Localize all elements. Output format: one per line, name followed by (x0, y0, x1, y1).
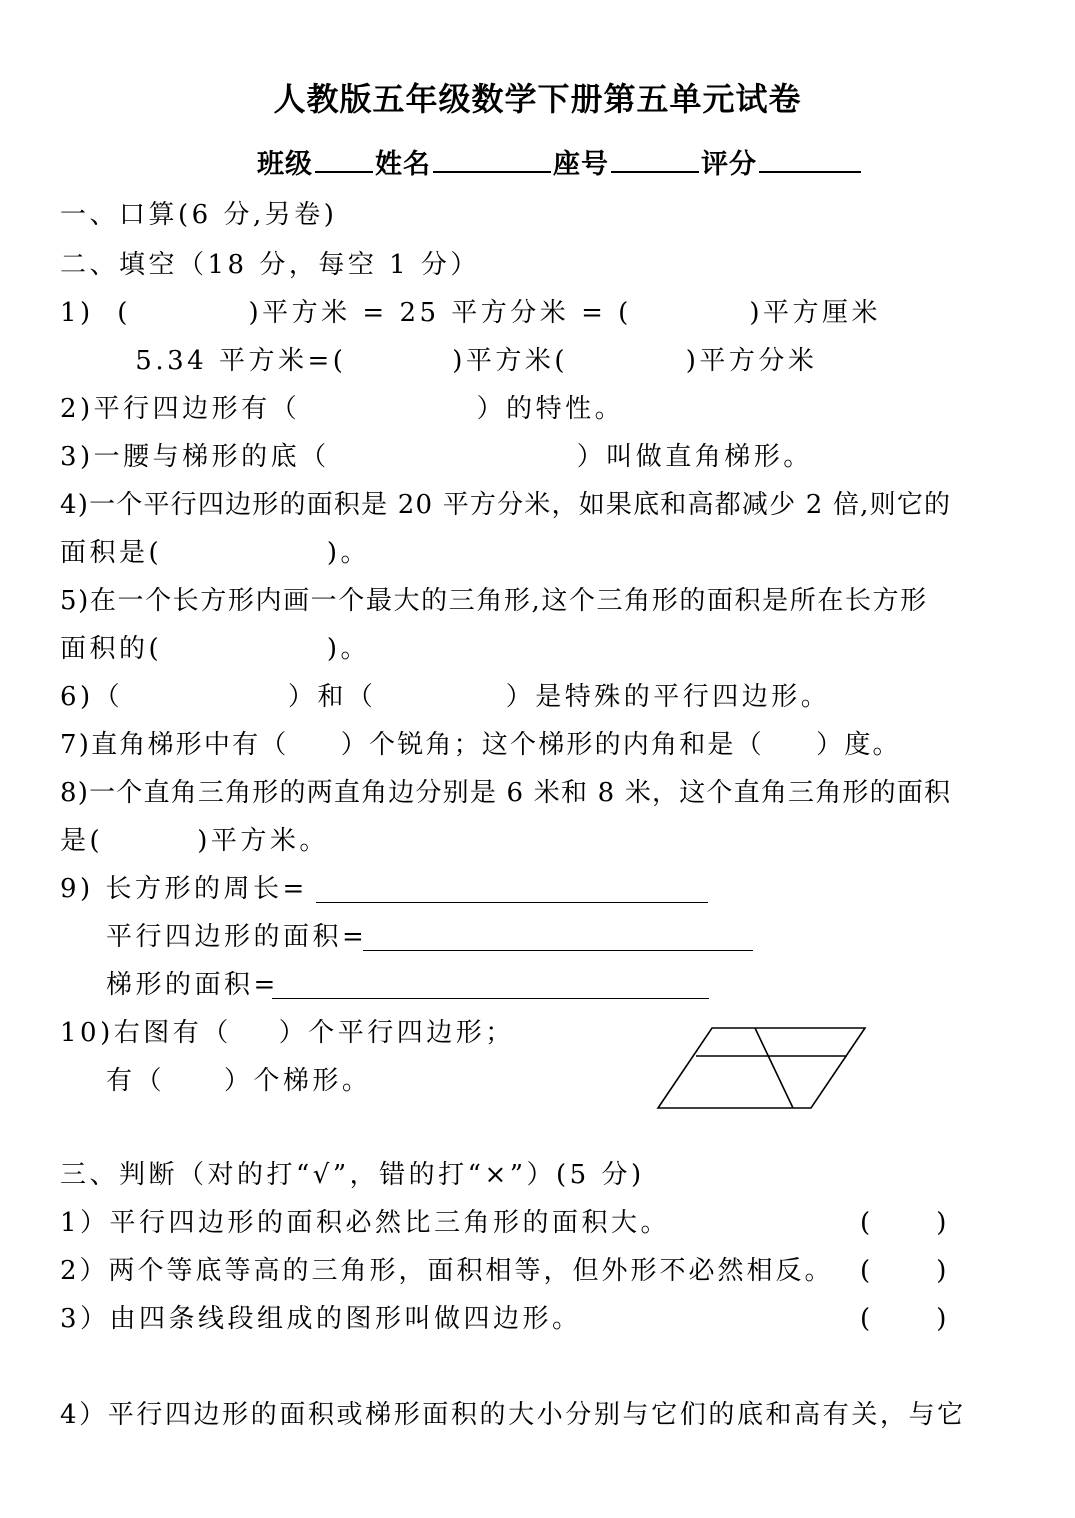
question-5a: 5)在一个长方形内画一个最大的三角形,这个三角形的面积是所在长方形 (60, 586, 928, 616)
answer-line-trapezoid[interactable] (272, 998, 709, 999)
section-oral-calc: 一、口算(6 分,另卷) (60, 200, 338, 230)
section-judge: 三、判断（对的打“√”，错的打“×”）(5 分) (60, 1160, 645, 1190)
name-blank[interactable] (433, 145, 551, 173)
question-8a: 8)一个直角三角形的两直角边分别是 6 米和 8 米，这个直角三角形的面积 (60, 778, 952, 808)
question-1a: 1) ( )平方米 = 25 平方分米 = ( )平方厘米 (60, 298, 882, 328)
question-5b: 面积的( )。 (60, 634, 370, 664)
judge-2: 2）两个等底等高的三角形，面积相等，但外形不必然相反。 (60, 1256, 834, 1286)
student-info-row (257, 142, 863, 181)
judge-4: 4）平行四边形的面积或梯形面积的大小分别与它们的底和高有关，与它 (60, 1400, 966, 1430)
section-fill-blank: 二、填空（18 分，每空 1 分） (60, 250, 480, 280)
question-3: 3)一腰与梯形的底（ ）叫做直角梯形。 (60, 442, 813, 472)
seat-blank[interactable] (611, 145, 699, 173)
question-4a: 4)一个平行四边形的面积是 20 平方分米，如果底和高都减少 2 倍,则它的 (60, 490, 952, 520)
class-blank[interactable] (315, 145, 373, 173)
question-10a: 10)右图有（ ）个平行四边形； (60, 1018, 515, 1048)
question-6: 6)（ ）和（ ）是特殊的平行四边形。 (60, 682, 831, 712)
question-7: 7)直角梯形中有（ ）个锐角；这个梯形的内角和是（ ）度。 (60, 730, 901, 760)
class-label: 班级 (257, 149, 313, 180)
question-4b: 面积是( )。 (60, 538, 370, 568)
judge-1: 1）平行四边形的面积必然比三角形的面积大。 (60, 1208, 671, 1238)
judge-3-bracket[interactable]: ( ) (860, 1304, 947, 1334)
question-9c: 梯形的面积= (106, 970, 279, 1000)
seat-label: 座号 (553, 149, 609, 180)
judge-3: 3）由四条线段组成的图形叫做四边形。 (60, 1304, 582, 1334)
page-title: 人教版五年级数学下册第五单元试卷 (273, 80, 802, 118)
parallelogram-figure (650, 1022, 875, 1116)
judge-1-bracket[interactable]: ( ) (860, 1208, 947, 1238)
question-8b: 是( )平方米。 (60, 826, 329, 856)
question-10b: 有（ ）个梯形。 (106, 1066, 372, 1096)
judge-2-bracket[interactable]: ( ) (860, 1256, 947, 1286)
name-label: 姓名 (375, 149, 431, 180)
question-2: 2)平行四边形有（ ）的特性。 (60, 394, 625, 424)
question-9b: 平行四边形的面积= (106, 922, 368, 952)
score-label: 评分 (701, 149, 757, 180)
answer-line-perimeter[interactable] (316, 902, 708, 903)
question-9a: 9) 长方形的周长= (60, 874, 308, 904)
question-1b: 5.34 平方米=( )平方米( )平方分米 (100, 346, 818, 376)
answer-line-parallelogram[interactable] (363, 950, 753, 951)
score-blank[interactable] (759, 145, 861, 173)
